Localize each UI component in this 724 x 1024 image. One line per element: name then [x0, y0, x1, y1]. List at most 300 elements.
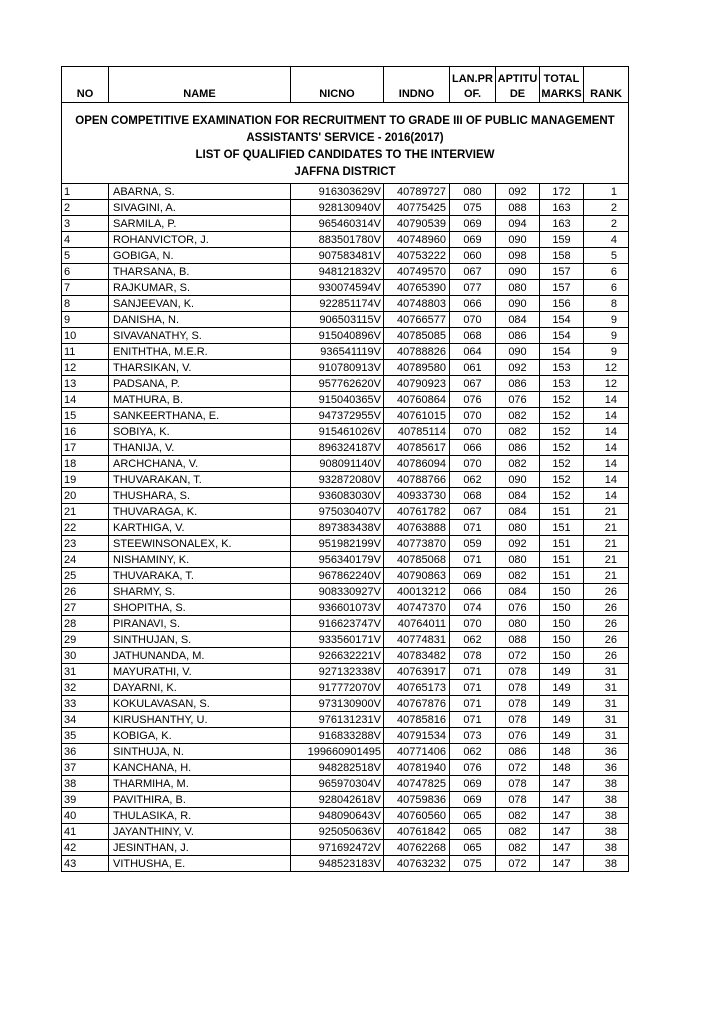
cell-language: 077 [450, 280, 496, 296]
cell-no: 42 [62, 840, 109, 856]
cell-aptitude: 092 [496, 184, 540, 200]
cell-rank: 14 [584, 472, 629, 488]
cell-indno: 40774831 [384, 632, 450, 648]
cell-name: THUVARAGA, K. [109, 504, 291, 520]
cell-name: ABARNA, S. [109, 184, 291, 200]
cell-language: 061 [450, 360, 496, 376]
cell-total: 149 [540, 696, 584, 712]
cell-aptitude: 078 [496, 792, 540, 808]
cell-no: 16 [62, 424, 109, 440]
cell-rank: 14 [584, 440, 629, 456]
cell-indno: 40771406 [384, 744, 450, 760]
cell-rank: 9 [584, 344, 629, 360]
cell-total: 152 [540, 488, 584, 504]
cell-language: 075 [450, 200, 496, 216]
table-row [62, 520, 629, 536]
col-header-rank: RANK [584, 67, 629, 103]
cell-language: 071 [450, 680, 496, 696]
cell-nicno: 199660901495 [291, 744, 384, 760]
cell-total: 147 [540, 824, 584, 840]
cell-name: KOBIGA, K. [109, 728, 291, 744]
cell-nicno: 916623747V [291, 616, 384, 632]
cell-total: 152 [540, 392, 584, 408]
cell-indno: 40761782 [384, 504, 450, 520]
cell-indno: 40748803 [384, 296, 450, 312]
table-row [62, 440, 629, 456]
cell-indno: 40789727 [384, 184, 450, 200]
cell-indno: 40761842 [384, 824, 450, 840]
title-line-4: JAFFNA DISTRICT [294, 166, 396, 178]
cell-no: 4 [62, 232, 109, 248]
cell-name: SANKEERTHANA, E. [109, 408, 291, 424]
cell-indno: 40760864 [384, 392, 450, 408]
cell-indno: 40790539 [384, 216, 450, 232]
table-row [62, 744, 629, 760]
cell-no: 5 [62, 248, 109, 264]
cell-aptitude: 082 [496, 840, 540, 856]
cell-rank: 21 [584, 552, 629, 568]
cell-aptitude: 076 [496, 600, 540, 616]
table-row [62, 184, 629, 200]
cell-aptitude: 078 [496, 776, 540, 792]
cell-total: 151 [540, 552, 584, 568]
col-header-nicno: NICNO [291, 67, 384, 103]
cell-nicno: 957762620V [291, 376, 384, 392]
cell-language: 062 [450, 472, 496, 488]
cell-name: RAJKUMAR, S. [109, 280, 291, 296]
cell-no: 39 [62, 792, 109, 808]
cell-name: GOBIGA, N. [109, 248, 291, 264]
cell-nicno: 948282518V [291, 760, 384, 776]
table-row [62, 504, 629, 520]
cell-indno: 40013212 [384, 584, 450, 600]
cell-no: 32 [62, 680, 109, 696]
cell-total: 153 [540, 360, 584, 376]
table-row [62, 488, 629, 504]
cell-rank: 14 [584, 392, 629, 408]
cell-indno: 40761015 [384, 408, 450, 424]
cell-name: KARTHIGA, V. [109, 520, 291, 536]
cell-rank: 14 [584, 408, 629, 424]
cell-nicno: 915461026V [291, 424, 384, 440]
cell-aptitude: 092 [496, 360, 540, 376]
cell-total: 157 [540, 264, 584, 280]
cell-rank: 6 [584, 280, 629, 296]
cell-rank: 31 [584, 696, 629, 712]
cell-language: 070 [450, 408, 496, 424]
cell-name: STEEWINSONALEX, K. [109, 536, 291, 552]
cell-total: 154 [540, 344, 584, 360]
cell-total: 150 [540, 632, 584, 648]
table-body [62, 184, 629, 872]
col-header-language-line1: LAN.PR [452, 73, 493, 85]
cell-nicno: 917772070V [291, 680, 384, 696]
cell-aptitude: 082 [496, 424, 540, 440]
cell-indno: 40747825 [384, 776, 450, 792]
cell-no: 12 [62, 360, 109, 376]
cell-nicno: 976131231V [291, 712, 384, 728]
cell-no: 9 [62, 312, 109, 328]
cell-name: SANJEEVAN, K. [109, 296, 291, 312]
cell-nicno: 973130900V [291, 696, 384, 712]
cell-rank: 12 [584, 360, 629, 376]
cell-total: 148 [540, 760, 584, 776]
cell-nicno: 936083030V [291, 488, 384, 504]
cell-language: 069 [450, 232, 496, 248]
cell-rank: 14 [584, 488, 629, 504]
cell-indno: 40789580 [384, 360, 450, 376]
cell-no: 34 [62, 712, 109, 728]
cell-indno: 40763888 [384, 520, 450, 536]
table-row [62, 776, 629, 792]
table-row [62, 216, 629, 232]
cell-indno: 40763232 [384, 856, 450, 872]
cell-rank: 9 [584, 328, 629, 344]
cell-aptitude: 080 [496, 280, 540, 296]
cell-no: 18 [62, 456, 109, 472]
cell-aptitude: 072 [496, 856, 540, 872]
table-row [62, 680, 629, 696]
cell-language: 062 [450, 744, 496, 760]
cell-indno: 40764011 [384, 616, 450, 632]
cell-language: 070 [450, 424, 496, 440]
cell-aptitude: 084 [496, 312, 540, 328]
cell-nicno: 927132338V [291, 664, 384, 680]
cell-total: 163 [540, 200, 584, 216]
cell-no: 23 [62, 536, 109, 552]
cell-name: SARMILA, P. [109, 216, 291, 232]
cell-nicno: 915040896V [291, 328, 384, 344]
table-row [62, 248, 629, 264]
cell-total: 151 [540, 568, 584, 584]
cell-nicno: 936541119V [291, 344, 384, 360]
cell-name: JAYANTHINY, V. [109, 824, 291, 840]
cell-aptitude: 086 [496, 744, 540, 760]
cell-rank: 31 [584, 712, 629, 728]
cell-indno: 40785068 [384, 552, 450, 568]
cell-no: 31 [62, 664, 109, 680]
table-row [62, 792, 629, 808]
cell-nicno: 925050636V [291, 824, 384, 840]
cell-aptitude: 076 [496, 392, 540, 408]
cell-language: 069 [450, 568, 496, 584]
cell-name: ARCHCHANA, V. [109, 456, 291, 472]
cell-total: 154 [540, 328, 584, 344]
cell-nicno: 933560171V [291, 632, 384, 648]
cell-indno: 40785617 [384, 440, 450, 456]
cell-total: 147 [540, 776, 584, 792]
cell-language: 067 [450, 504, 496, 520]
cell-indno: 40766577 [384, 312, 450, 328]
cell-total: 147 [540, 856, 584, 872]
cell-language: 073 [450, 728, 496, 744]
col-header-language [450, 67, 496, 103]
title-line-2: ASSISTANTS' SERVICE - 2016(2017) [246, 132, 444, 144]
cell-nicno: 915040365V [291, 392, 384, 408]
cell-language: 076 [450, 760, 496, 776]
cell-rank: 31 [584, 728, 629, 744]
cell-rank: 21 [584, 504, 629, 520]
cell-name: THARSIKAN, V. [109, 360, 291, 376]
cell-language: 065 [450, 824, 496, 840]
cell-rank: 2 [584, 216, 629, 232]
cell-no: 30 [62, 648, 109, 664]
cell-total: 151 [540, 536, 584, 552]
cell-nicno: 897383438V [291, 520, 384, 536]
cell-aptitude: 092 [496, 536, 540, 552]
cell-total: 147 [540, 792, 584, 808]
cell-indno: 40790923 [384, 376, 450, 392]
cell-name: PAVITHIRA, B. [109, 792, 291, 808]
col-header-total-line2: MARKS [541, 88, 582, 100]
table-row [62, 568, 629, 584]
cell-rank: 14 [584, 456, 629, 472]
cell-no: 3 [62, 216, 109, 232]
cell-nicno: 965460314V [291, 216, 384, 232]
table-row [62, 232, 629, 248]
cell-language: 067 [450, 376, 496, 392]
cell-name: KOKULAVASAN, S. [109, 696, 291, 712]
cell-no: 1 [62, 184, 109, 200]
cell-rank: 6 [584, 264, 629, 280]
cell-rank: 26 [584, 584, 629, 600]
cell-indno: 40765173 [384, 680, 450, 696]
cell-nicno: 951982199V [291, 536, 384, 552]
cell-name: THUVARAKAN, T. [109, 472, 291, 488]
cell-indno: 40783482 [384, 648, 450, 664]
header-row [62, 67, 629, 103]
cell-nicno: 883501780V [291, 232, 384, 248]
cell-aptitude: 082 [496, 824, 540, 840]
cell-indno: 40788766 [384, 472, 450, 488]
cell-total: 149 [540, 712, 584, 728]
cell-total: 158 [540, 248, 584, 264]
cell-rank: 31 [584, 664, 629, 680]
cell-name: MAYURATHI, V. [109, 664, 291, 680]
cell-no: 29 [62, 632, 109, 648]
cell-language: 066 [450, 296, 496, 312]
cell-total: 148 [540, 744, 584, 760]
cell-rank: 26 [584, 632, 629, 648]
cell-rank: 38 [584, 776, 629, 792]
cell-indno: 40759836 [384, 792, 450, 808]
cell-aptitude: 090 [496, 232, 540, 248]
cell-language: 071 [450, 696, 496, 712]
cell-no: 38 [62, 776, 109, 792]
cell-indno: 40781940 [384, 760, 450, 776]
cell-language: 065 [450, 840, 496, 856]
table-row [62, 264, 629, 280]
cell-rank: 38 [584, 840, 629, 856]
table-row [62, 648, 629, 664]
cell-total: 150 [540, 648, 584, 664]
cell-aptitude: 086 [496, 376, 540, 392]
cell-rank: 36 [584, 744, 629, 760]
cell-name: THUSHARA, S. [109, 488, 291, 504]
cell-aptitude: 090 [496, 264, 540, 280]
cell-name: PADSANA, P. [109, 376, 291, 392]
cell-rank: 38 [584, 792, 629, 808]
cell-indno: 40933730 [384, 488, 450, 504]
cell-language: 080 [450, 184, 496, 200]
table-row [62, 424, 629, 440]
cell-aptitude: 088 [496, 200, 540, 216]
cell-language: 064 [450, 344, 496, 360]
cell-aptitude: 072 [496, 760, 540, 776]
cell-no: 8 [62, 296, 109, 312]
cell-total: 152 [540, 472, 584, 488]
cell-nicno: 975030407V [291, 504, 384, 520]
cell-aptitude: 086 [496, 440, 540, 456]
cell-language: 060 [450, 248, 496, 264]
cell-rank: 26 [584, 648, 629, 664]
cell-total: 152 [540, 424, 584, 440]
cell-language: 069 [450, 776, 496, 792]
cell-indno: 40773870 [384, 536, 450, 552]
cell-name: THANIJA, V. [109, 440, 291, 456]
cell-total: 152 [540, 456, 584, 472]
cell-rank: 14 [584, 424, 629, 440]
cell-name: THARSANA, B. [109, 264, 291, 280]
cell-aptitude: 082 [496, 456, 540, 472]
cell-language: 070 [450, 616, 496, 632]
table-row [62, 296, 629, 312]
cell-rank: 21 [584, 568, 629, 584]
cell-language: 069 [450, 216, 496, 232]
table-row [62, 392, 629, 408]
cell-name: MATHURA, B. [109, 392, 291, 408]
cell-indno: 40790863 [384, 568, 450, 584]
cell-name: DAYARNI, K. [109, 680, 291, 696]
cell-language: 059 [450, 536, 496, 552]
cell-rank: 31 [584, 680, 629, 696]
cell-language: 070 [450, 456, 496, 472]
cell-name: SINTHUJAN, S. [109, 632, 291, 648]
cell-no: 17 [62, 440, 109, 456]
cell-aptitude: 078 [496, 680, 540, 696]
cell-language: 070 [450, 312, 496, 328]
col-header-aptitude-line2: DE [509, 88, 526, 100]
col-header-language-line2: OF. [463, 88, 482, 100]
cell-indno: 40749570 [384, 264, 450, 280]
cell-language: 071 [450, 552, 496, 568]
col-header-total [540, 67, 584, 103]
cell-name: SIVAVANATHY, S. [109, 328, 291, 344]
cell-no: 2 [62, 200, 109, 216]
col-header-no: NO [62, 67, 109, 103]
cell-rank: 26 [584, 616, 629, 632]
cell-aptitude: 080 [496, 520, 540, 536]
cell-no: 24 [62, 552, 109, 568]
cell-no: 28 [62, 616, 109, 632]
table-row [62, 408, 629, 424]
cell-indno: 40775425 [384, 200, 450, 216]
cell-total: 152 [540, 408, 584, 424]
table-row [62, 280, 629, 296]
cell-aptitude: 090 [496, 344, 540, 360]
table-row [62, 840, 629, 856]
table-row [62, 360, 629, 376]
table-row [62, 728, 629, 744]
cell-rank: 26 [584, 600, 629, 616]
cell-total: 149 [540, 728, 584, 744]
cell-aptitude: 090 [496, 472, 540, 488]
cell-nicno: 910780913V [291, 360, 384, 376]
cell-language: 071 [450, 712, 496, 728]
table-row [62, 472, 629, 488]
cell-indno: 40762268 [384, 840, 450, 856]
col-header-name: NAME [109, 67, 291, 103]
table-row [62, 808, 629, 824]
cell-rank: 12 [584, 376, 629, 392]
cell-nicno: 971692472V [291, 840, 384, 856]
cell-total: 153 [540, 376, 584, 392]
cell-name: THARMIHA, M. [109, 776, 291, 792]
table-row [62, 696, 629, 712]
table-row [62, 616, 629, 632]
cell-no: 21 [62, 504, 109, 520]
cell-indno: 40785816 [384, 712, 450, 728]
cell-no: 13 [62, 376, 109, 392]
cell-language: 078 [450, 648, 496, 664]
cell-aptitude: 078 [496, 712, 540, 728]
table-row [62, 328, 629, 344]
cell-total: 151 [540, 520, 584, 536]
cell-nicno: 956340179V [291, 552, 384, 568]
cell-total: 157 [540, 280, 584, 296]
candidates-table [61, 66, 629, 872]
cell-nicno: 908330927V [291, 584, 384, 600]
cell-nicno: 948523183V [291, 856, 384, 872]
cell-nicno: 965970304V [291, 776, 384, 792]
table-row [62, 712, 629, 728]
cell-name: SINTHUJA, N. [109, 744, 291, 760]
cell-name: SIVAGINI, A. [109, 200, 291, 216]
cell-indno: 40785114 [384, 424, 450, 440]
cell-rank: 36 [584, 760, 629, 776]
cell-nicno: 948121832V [291, 264, 384, 280]
cell-total: 150 [540, 616, 584, 632]
cell-nicno: 906503115V [291, 312, 384, 328]
cell-nicno: 896324187V [291, 440, 384, 456]
cell-nicno: 948090643V [291, 808, 384, 824]
cell-total: 154 [540, 312, 584, 328]
table-row [62, 456, 629, 472]
cell-indno: 40748960 [384, 232, 450, 248]
cell-aptitude: 078 [496, 664, 540, 680]
cell-total: 152 [540, 440, 584, 456]
cell-language: 071 [450, 664, 496, 680]
table-row [62, 536, 629, 552]
cell-rank: 38 [584, 808, 629, 824]
cell-aptitude: 086 [496, 328, 540, 344]
cell-language: 068 [450, 488, 496, 504]
cell-no: 6 [62, 264, 109, 280]
cell-name: THUVARAKA, T. [109, 568, 291, 584]
cell-total: 159 [540, 232, 584, 248]
cell-no: 36 [62, 744, 109, 760]
cell-total: 150 [540, 584, 584, 600]
cell-rank: 1 [584, 184, 629, 200]
document-title [62, 103, 629, 184]
cell-nicno: 926632221V [291, 648, 384, 664]
cell-name: KANCHANA, H. [109, 760, 291, 776]
table-row [62, 376, 629, 392]
col-header-total-line1: TOTAL [543, 73, 580, 85]
cell-no: 40 [62, 808, 109, 824]
cell-indno: 40765390 [384, 280, 450, 296]
cell-name: SHARMY, S. [109, 584, 291, 600]
